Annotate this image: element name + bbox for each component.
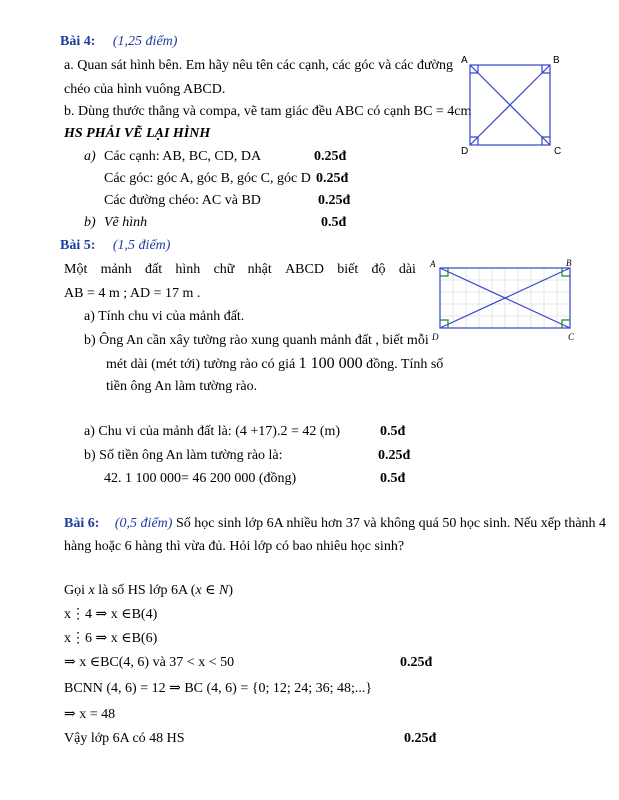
bai5-points: (1,5 điểm) <box>112 238 171 253</box>
step1-var: x <box>88 583 95 598</box>
bai6-step4: ⇒ x ∈BC(4, 6) và 37 < x < 50 <box>64 655 235 670</box>
bai4-ans-b: Vẽ hình <box>104 215 148 230</box>
bai4-line-a1: a. Quan sát hình bên. Em hãy nêu tên các cạnh, các góc và các đường <box>64 58 453 73</box>
bai4-ans-a3: Các đường chéo: AC và BD <box>104 193 261 208</box>
bai5-item-a: a) Tính chu vi của mảnh đất. <box>84 309 245 324</box>
item-b2-text-pre: mét dài (mét tới) tường rào có giá <box>106 357 299 372</box>
word: độ <box>371 262 386 277</box>
square-abcd-figure <box>455 55 565 155</box>
bai4-title: Bài 4: <box>60 34 96 49</box>
square-label-d: D <box>461 146 469 157</box>
bai4-heading <box>60 33 177 51</box>
word: hình <box>175 262 201 277</box>
bai4-ans-a2: Các góc: góc A, góc B, góc C, góc D <box>104 171 311 186</box>
bai5-intro-line1 <box>64 261 416 279</box>
bai6-step7: Vậy lớp 6A có 48 HS <box>64 731 185 746</box>
word: nhật <box>247 262 272 277</box>
word: mảnh <box>100 262 132 277</box>
square-label-b: B <box>553 55 560 66</box>
bai6-step5: BCNN (4, 6) = 12 ⇒ BC (4, 6) = {0; 12; 24; 36; 48;...} <box>64 681 373 696</box>
bai4-ans-b-marker: b) <box>84 215 96 230</box>
bai6-step4-score: 0.25đ <box>400 655 433 670</box>
bai5-sol-a: a) Chu vi của mảnh đất là: (4 +17).2 = 42 (m) <box>84 424 341 439</box>
bai6-step3: x⋮6 ⇒ x ∈B(6) <box>64 631 158 646</box>
bai4-ans-a1-score: 0.25đ <box>314 149 347 164</box>
word: biết <box>337 262 359 277</box>
rect-label-b: B <box>566 258 572 268</box>
bai5-heading <box>60 237 170 255</box>
step1-mid: là số HS lớp 6A ( <box>94 583 196 598</box>
word: ABCD <box>285 262 324 277</box>
bai4-note: HS PHẢI VẼ LẠI HÌNH <box>64 126 211 141</box>
bai6-problem-line1: Số học sinh lớp 6A nhiều hơn 37 và không quá 50 học sinh. Nếu xếp thành 4 <box>172 516 607 531</box>
bai5-sol-b: b) Số tiền ông An làm tường rào là: <box>84 448 283 463</box>
bai5-sol-a-score: 0.5đ <box>380 424 406 439</box>
bai6-step2: x⋮4 ⇒ x ∈B(4) <box>64 607 158 622</box>
bai6-problem-line2: hàng hoặc 6 hàng thì vừa đủ. Hỏi lớp có bao nhiêu học sinh? <box>64 539 405 554</box>
bai5-item-b1: b) Ông An cần xây tường rào xung quanh mảnh đất , biết mỗi <box>84 333 429 348</box>
step1-pre: Gọi <box>64 583 89 598</box>
bai4-ans-a-marker: a) <box>84 149 96 164</box>
rect-label-c: C <box>568 332 575 342</box>
bai4-ans-b-score: 0.5đ <box>321 215 347 230</box>
square-label-a: A <box>461 55 468 66</box>
bai6-title: Bài 6: <box>64 516 100 531</box>
bai4-line-b: b. Dùng thước thẳng và compa, vẽ tam giác đều ABC có cạnh BC = 4cm <box>64 104 472 119</box>
item-b2-text-post: đồng. Tính số <box>362 357 444 372</box>
rect-label-a: A <box>430 259 436 269</box>
bai4-ans-a1: Các cạnh: AB, BC, CD, DA <box>104 149 262 164</box>
bai6-step1 <box>64 582 233 600</box>
word: Một <box>64 262 88 277</box>
step1-post: ) <box>228 583 234 598</box>
step1-cond: x ∈ N <box>195 583 229 598</box>
word: chữ <box>213 262 235 277</box>
bai5-item-b2 <box>106 355 443 374</box>
bai5-title: Bài 5: <box>60 238 96 253</box>
bai4-points: (1,25 điểm) <box>112 34 178 49</box>
rect-label-d: D <box>432 332 439 342</box>
bai6-points: (0,5 điểm) <box>114 516 173 531</box>
rectangle-abcd-figure <box>428 258 578 348</box>
bai5-item-b3: tiền ông An làm tường rào. <box>106 379 258 394</box>
bai4-line-a2: chéo của hình vuông ABCD. <box>64 82 226 97</box>
square-label-c: C <box>554 146 562 157</box>
bai5-sol-calc: 42. 1 100 000= 46 200 000 (đồng) <box>104 471 297 486</box>
bai4-ans-a2-score: 0.25đ <box>316 171 349 186</box>
bai4-ans-a3-score: 0.25đ <box>318 193 351 208</box>
bai6-step6: ⇒ x = 48 <box>64 707 116 722</box>
word: dài <box>398 262 416 277</box>
bai5-sol-calc-score: 0.5đ <box>380 471 406 486</box>
bai6-line1 <box>64 515 606 533</box>
word: đất <box>145 262 163 277</box>
item-b2-price: 1 100 000 <box>298 355 363 372</box>
bai6-step7-score: 0.25đ <box>404 731 437 746</box>
bai5-intro-line2: AB = 4 m ; AD = 17 m . <box>64 286 201 301</box>
bai5-sol-b-score: 0.25đ <box>378 448 411 463</box>
